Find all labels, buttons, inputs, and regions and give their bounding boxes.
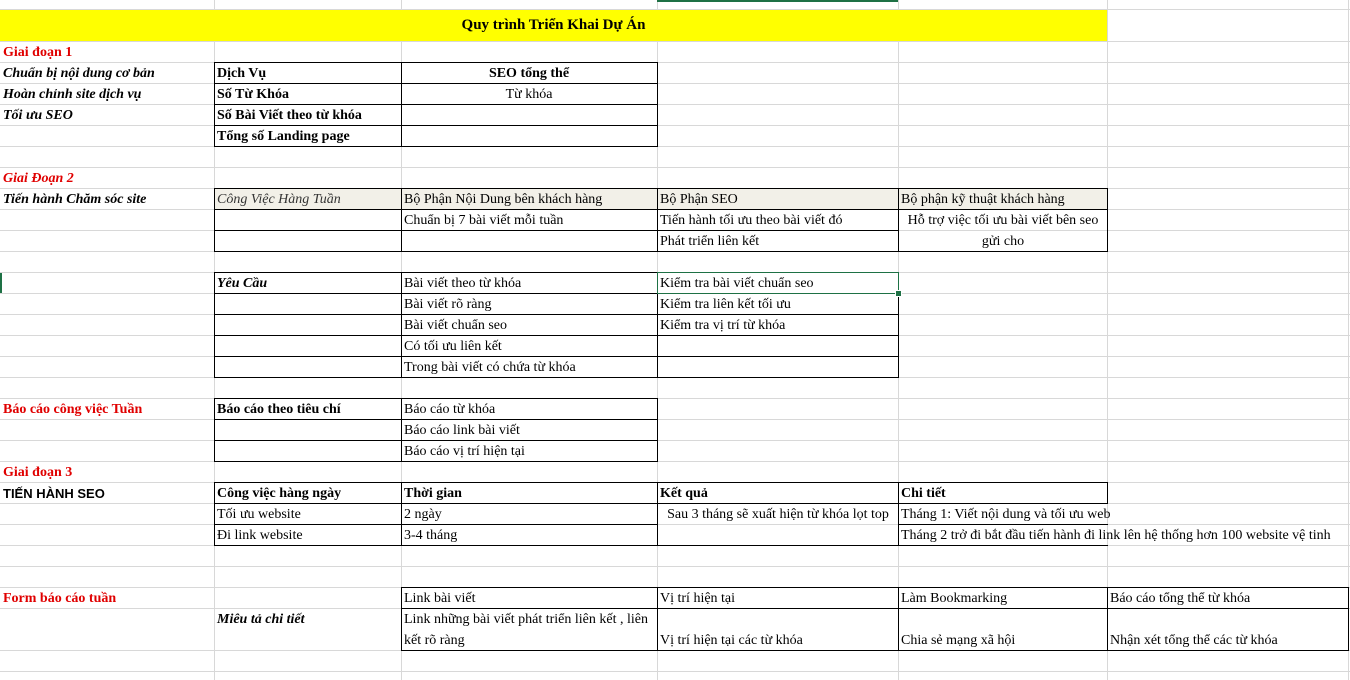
phase3-header[interactable]: Chi tiết bbox=[901, 486, 946, 501]
form-value[interactable]: Link những bài viết phát triển liên kết , liên kết rõ ràng bbox=[404, 612, 648, 648]
phase1-row-label[interactable]: Tổng số Landing page bbox=[217, 129, 350, 144]
gridline bbox=[1107, 0, 1108, 680]
gridline bbox=[0, 671, 1350, 672]
weekly-report-label[interactable]: Báo cáo công việc Tuần bbox=[3, 402, 143, 417]
phase3-subtitle[interactable]: TIẾN HÀNH SEO bbox=[3, 486, 105, 501]
page-title[interactable]: Quy trình Triển Khai Dự Án bbox=[461, 17, 646, 33]
border bbox=[1107, 482, 1108, 504]
report-item[interactable]: Báo cáo vị trí hiện tại bbox=[404, 444, 525, 459]
form-header[interactable]: Link bài viết bbox=[404, 591, 476, 606]
gridline bbox=[0, 440, 1350, 441]
gridline bbox=[0, 146, 1350, 147]
phase2-header[interactable]: Bộ Phận SEO bbox=[660, 192, 738, 207]
phase1-item[interactable]: Hoàn chỉnh site dịch vụ bbox=[3, 87, 142, 102]
content-requirement[interactable]: Bài viết rõ ràng bbox=[404, 297, 492, 312]
form-value[interactable]: Vị trí hiện tại các từ khóa bbox=[660, 633, 803, 648]
content-requirement[interactable]: Trong bài viết có chứa từ khóa bbox=[404, 360, 576, 375]
content-requirement[interactable]: Bài viết theo từ khóa bbox=[404, 276, 522, 291]
task-duration[interactable]: 3-4 tháng bbox=[404, 528, 458, 543]
form-header[interactable]: Vị trí hiện tại bbox=[660, 591, 736, 606]
active-row-marker bbox=[0, 273, 2, 293]
phase3-header[interactable]: Công việc hàng ngày bbox=[217, 486, 342, 501]
form-value[interactable]: Chia sẻ mạng xã hội bbox=[901, 633, 1016, 648]
phase3-label[interactable]: Giai đoạn 3 bbox=[3, 465, 73, 480]
expected-result[interactable]: Sau 3 tháng sẽ xuất hiện từ khóa lọt top bbox=[667, 507, 889, 522]
daily-task[interactable]: Đi link website bbox=[217, 528, 303, 543]
phase2-header[interactable]: Bộ Phận Nội Dung bên khách hàng bbox=[404, 192, 603, 207]
seo-requirement[interactable]: Kiểm tra bài viết chuẩn seo bbox=[660, 276, 814, 291]
report-item[interactable]: Báo cáo link bài viết bbox=[404, 423, 520, 438]
phase1-row-value[interactable]: Từ khóa bbox=[505, 87, 553, 102]
gridline bbox=[0, 566, 1350, 567]
phase3-header[interactable]: Thời gian bbox=[404, 486, 462, 501]
phase1-row-label[interactable]: Dịch Vụ bbox=[217, 66, 267, 81]
phase1-row-value[interactable]: SEO tổng thể bbox=[488, 66, 570, 81]
phase1-row-label[interactable]: Số Bài Viết theo từ khóa bbox=[217, 108, 362, 123]
selected-cell[interactable] bbox=[657, 272, 899, 294]
phase1-row-label[interactable]: Số Từ Khóa bbox=[217, 87, 289, 102]
fill-handle[interactable] bbox=[895, 290, 902, 297]
task-detail[interactable]: Tháng 2 trở đi bắt đầu tiến hành đi link lên hệ thống hơn 100 website vệ tinh bbox=[901, 528, 1331, 543]
form-header[interactable]: Báo cáo tổng thể từ khóa bbox=[1110, 591, 1251, 606]
gridline bbox=[1348, 0, 1349, 680]
phase2-subtitle[interactable]: Tiến hành Chăm sóc site bbox=[3, 192, 147, 207]
phase2-seo-task[interactable]: Tiến hành tối ưu theo bài viết đó bbox=[660, 213, 843, 228]
phase1-item[interactable]: Tối ưu SEO bbox=[3, 108, 73, 123]
phase3-header[interactable]: Kết quả bbox=[660, 486, 708, 501]
form-desc-label[interactable]: Miêu tả chi tiết bbox=[217, 612, 305, 627]
seo-requirement[interactable]: Kiểm tra vị trí từ khóa bbox=[660, 318, 786, 333]
requirements-label[interactable]: Yêu Cầu bbox=[217, 276, 268, 291]
daily-task[interactable]: Tối ưu website bbox=[217, 507, 301, 522]
phase2-header[interactable]: Công Việc Hàng Tuần bbox=[217, 192, 341, 207]
border bbox=[657, 398, 658, 462]
phase1-item[interactable]: Chuẩn bị nội dung cơ bản bbox=[3, 66, 155, 81]
border bbox=[657, 62, 658, 147]
task-detail[interactable]: Tháng 1: Viết nội dung và tối ưu web bbox=[901, 507, 1111, 522]
active-column-marker bbox=[657, 0, 898, 2]
report-item[interactable]: Báo cáo từ khóa bbox=[404, 402, 496, 417]
phase2-content-task[interactable]: Chuẩn bị 7 bài viết mỗi tuần bbox=[404, 213, 564, 228]
task-duration[interactable]: 2 ngày bbox=[404, 507, 442, 522]
border bbox=[1348, 587, 1349, 651]
content-requirement[interactable]: Bài viết chuẩn seo bbox=[404, 318, 508, 333]
form-header[interactable]: Làm Bookmarking bbox=[901, 591, 1008, 606]
border bbox=[1107, 188, 1108, 252]
phase2-header[interactable]: Bộ phận kỹ thuật khách hàng bbox=[901, 192, 1065, 207]
form-value[interactable]: Nhận xét tổng thể các từ khóa bbox=[1110, 633, 1278, 648]
phase2-tech-task[interactable]: Hỗ trợ việc tối ưu bài viết bên seo gửi cho bbox=[907, 213, 1099, 249]
form-label[interactable]: Form báo cáo tuần bbox=[3, 591, 117, 606]
phase1-label[interactable]: Giai đoạn 1 bbox=[3, 45, 73, 60]
phase2-label[interactable]: Giai Đoạn 2 bbox=[3, 171, 74, 186]
seo-requirement[interactable]: Kiểm tra liên kết tối ưu bbox=[660, 297, 791, 312]
content-requirement[interactable]: Có tối ưu liên kết bbox=[404, 339, 502, 354]
phase2-seo-task[interactable]: Phát triển liên kết bbox=[660, 234, 760, 249]
report-criteria-label[interactable]: Báo cáo theo tiêu chí bbox=[217, 402, 341, 417]
